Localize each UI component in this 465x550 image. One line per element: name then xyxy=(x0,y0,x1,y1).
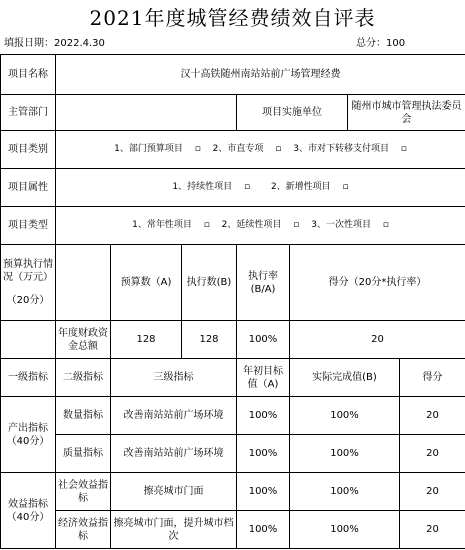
table-row xyxy=(1,473,465,511)
output-indicator-label: 产出指标（40分） xyxy=(1,397,56,473)
level3-cell: 改善南站站前广场环境 xyxy=(111,397,237,435)
type-label: 项目类型 xyxy=(1,207,56,245)
level2-cell: 社会效益指标 xyxy=(56,473,111,511)
budget-col-header: 预算数（A) xyxy=(111,245,182,321)
actual-header: 实际完成值(B) xyxy=(290,359,400,397)
category-options: 1、部门预算项目 ▫ 2、市直专项 ▫ 3、市对下转移支付项目 ▫ xyxy=(56,131,465,169)
annual-budget: 128 xyxy=(111,321,182,359)
score-cell: 20 xyxy=(400,511,465,549)
level3-header: 三级指标 xyxy=(111,359,237,397)
row-attribute xyxy=(1,169,465,207)
impl-unit-value: 随州市城市管理执法委员会 xyxy=(348,95,465,131)
level2-header: 二级指标 xyxy=(56,359,111,397)
total-score: 总分：100 xyxy=(356,38,406,49)
table-row xyxy=(1,511,465,549)
exec-col-header: 执行数(B) xyxy=(182,245,237,321)
type-options: 1、常年性项目 ▫ 2、延续性项目 ▫ 3、一次性项目 ▫ xyxy=(56,207,465,245)
row-indicator-header xyxy=(1,359,465,397)
attribute-label: 项目属性 xyxy=(1,169,56,207)
actual-cell: 100% xyxy=(290,435,400,473)
score-cell: 20 xyxy=(400,473,465,511)
target-header: 年初目标值（A) xyxy=(237,359,290,397)
budget-exec-label xyxy=(1,245,56,321)
score-cell: 20 xyxy=(400,397,465,435)
fill-date: 填报日期：2022.4.30 xyxy=(4,38,105,49)
row-budget-header xyxy=(1,245,465,321)
actual-cell: 100% xyxy=(290,473,400,511)
level2-cell: 质量指标 xyxy=(56,435,111,473)
target-cell: 100% xyxy=(237,473,290,511)
target-cell: 100% xyxy=(237,435,290,473)
row-annual-funds xyxy=(1,321,465,359)
dept-label: 主管部门 xyxy=(1,95,56,131)
budget-exec-score: （20分） xyxy=(6,295,50,306)
level3-cell: 擦亮城市门面，提升城市档次 xyxy=(111,511,237,549)
budget-header-blank xyxy=(56,245,111,321)
page-title: 2021年度城管经费绩效自评表 xyxy=(89,6,376,30)
level2-cell: 经济效益指标 xyxy=(56,511,111,549)
annual-funds-blank xyxy=(1,321,56,359)
dept-value xyxy=(56,95,237,131)
annual-funds-label: 年度财政资金总额 xyxy=(56,321,111,359)
level3-cell: 改善南站站前广场环境 xyxy=(111,435,237,473)
budget-exec-label-text: 预算执行情况（万元） xyxy=(3,259,53,283)
annual-score: 20 xyxy=(290,321,465,359)
annual-rate: 100% xyxy=(237,321,290,359)
row-type xyxy=(1,207,465,245)
level2-cell: 数量指标 xyxy=(56,397,111,435)
actual-cell: 100% xyxy=(290,397,400,435)
evaluation-table xyxy=(0,54,465,549)
project-name-label: 项目名称 xyxy=(1,55,56,95)
category-label: 项目类别 xyxy=(1,131,56,169)
row-project-name xyxy=(1,55,465,95)
row-department xyxy=(1,95,465,131)
actual-cell: 100% xyxy=(290,511,400,549)
row-category xyxy=(1,131,465,169)
table-row xyxy=(1,435,465,473)
outcome-indicator-label: 效益指标（40分） xyxy=(1,473,56,549)
attribute-options: 1、持续性项目 ▫ 2、新增性项目 ▫ xyxy=(56,169,465,207)
level1-header: 一级指标 xyxy=(1,359,56,397)
target-cell: 100% xyxy=(237,397,290,435)
level3-cell: 擦亮城市门面 xyxy=(111,473,237,511)
target-cell: 100% xyxy=(237,511,290,549)
table-row xyxy=(1,397,465,435)
project-name-value: 汉十高铁随州南站站前广场管理经费 xyxy=(56,55,465,95)
annual-exec: 128 xyxy=(182,321,237,359)
impl-unit-label: 项目实施单位 xyxy=(237,95,348,131)
score-formula-header: 得分（20分*执行率） xyxy=(290,245,465,321)
score-cell: 20 xyxy=(400,435,465,473)
score-header: 得分 xyxy=(400,359,465,397)
rate-col-header: 执行率(B/A) xyxy=(237,245,290,321)
